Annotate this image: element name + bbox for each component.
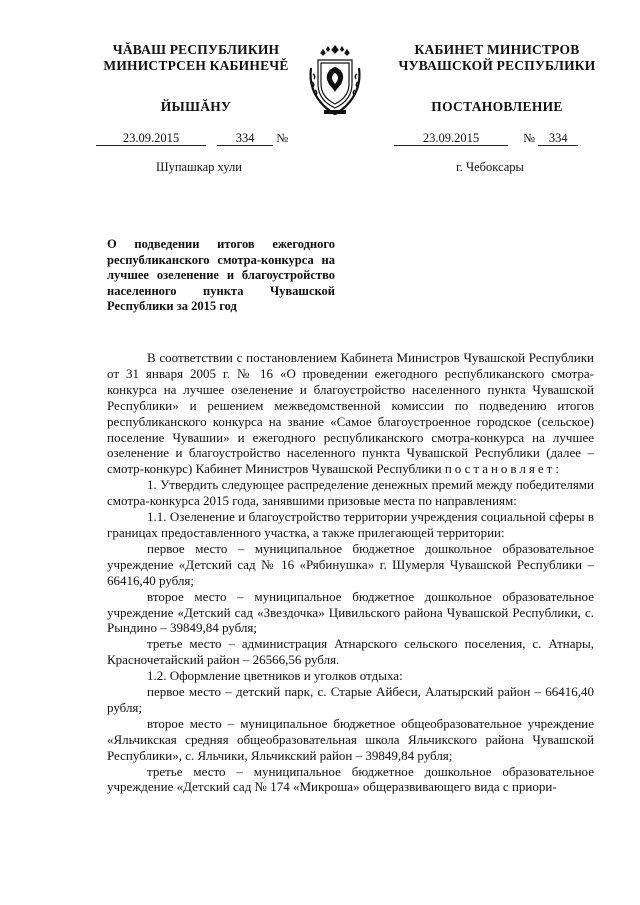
header-left-line2: МИНИСТРСЕН КАБИНЕЧĚ <box>103 58 289 73</box>
date-number-left <box>96 131 288 146</box>
paragraph-item-1-1-first: первое место – муниципальное бюджетное дошкольное образовательное учреждение «Детский сад № 16 «Рябинушка» г. Шумерля Чувашской Республики – 66416,40 рубля; <box>107 540 594 588</box>
document-title: О подведении итогов ежегодного республиканского смотра-конкурса на лучшее озеленение и благоустройство населенного пункта Чувашской Республики за 2015 год <box>107 237 335 313</box>
paragraph-item-1-2-third: третье место – муниципальное бюджетное дошкольное образовательное учреждение «Детский сад № 174 «Микроша» общеразвивающего вида с приори- <box>107 763 594 795</box>
paragraph-item-1: 1. Утвердить следующее распределение денежных премий между победителями смотра-конкурса 2015 года, занявшими призовые места по направлениям: <box>107 477 594 509</box>
coat-of-arms-emblem <box>306 40 364 120</box>
paragraph-item-1-2: 1.2. Оформление цветников и уголков отдыха: <box>147 668 403 684</box>
paragraph-item-1-2-first: первое место – детский парк, с. Старые Айбеси, Алатырский район – 66416,40 рубля; <box>107 684 594 715</box>
header-left-line1: ЧĂВАШ РЕСПУБЛИКИН <box>112 42 280 57</box>
paragraph-item-1-2-second: второе место – муниципальное бюджетное общеобразовательное учреждение «Яльчикская средняя общеобразовательная школа Яльчикского района Чувашской Республики», с. Яльчики, Яльчикский район – 39849,84 рубля; <box>107 715 594 763</box>
header-right-line1: КАБИНЕТ МИНИСТРОВ <box>414 42 580 57</box>
number-left: 334 <box>217 131 273 146</box>
paragraph-intro <box>107 350 594 477</box>
intro-text: В соответствии с постановлением Кабинета Министров Чувашской Республики от 31 января 2005 г. № 16 «О проведении ежегодного республиканского смотра-конкурса на лучшее озеленение и благоустройство населенного пункта Чувашской Республики» и решением межведомственной комиссии по подведению итогов республиканского конкурса на звание «Самое благоустроенное городское (сельское) поселение Чувашии» и ежегодного республиканского смотра-конкурса на лучшее озеленение и благоустройство населенного пункта Чувашской Республики (далее – смотр-конкурс) Кабинет Министров Чувашской Республики <box>107 350 594 477</box>
doc-type-right: ПОСТАНОВЛЕНИЕ <box>431 99 563 114</box>
number-right: 334 <box>538 131 578 146</box>
paragraph-item-1-1-third: третье место – администрация Атнарского сельского поселения, с. Атнары, Красночетайский район – 26566,56 рубля. <box>107 636 594 668</box>
header-right <box>386 42 608 74</box>
resolves-word: постановляет: <box>444 461 562 477</box>
place-right: г. Чебоксары <box>456 160 524 174</box>
place-left: Шупашкар хули <box>156 160 242 174</box>
number-sign-left: № <box>276 131 289 145</box>
paragraph-item-1-1: 1.1. Озеленение и благоустройство территории учреждения социальной сферы в границах предоставленного участка, а также прилегающей территории: <box>107 509 594 540</box>
date-right: 23.09.2015 <box>394 131 508 146</box>
header-right-line2: ЧУВАШСКОЙ РЕСПУБЛИКИ <box>398 58 596 73</box>
number-sign-right: № <box>523 131 536 145</box>
header-left <box>96 42 296 74</box>
date-number-right <box>394 131 578 146</box>
date-left: 23.09.2015 <box>96 131 206 146</box>
doc-type-left: ЙЫШĂНУ <box>160 99 232 114</box>
document-body <box>107 350 594 795</box>
paragraph-item-1-1-second: второе место – муниципальное бюджетное дошкольное образовательное учреждение «Детский сад «Звездочка» Цивильского района Чувашской Республики, с. Рындино – 39849,84 рубля; <box>107 588 594 636</box>
